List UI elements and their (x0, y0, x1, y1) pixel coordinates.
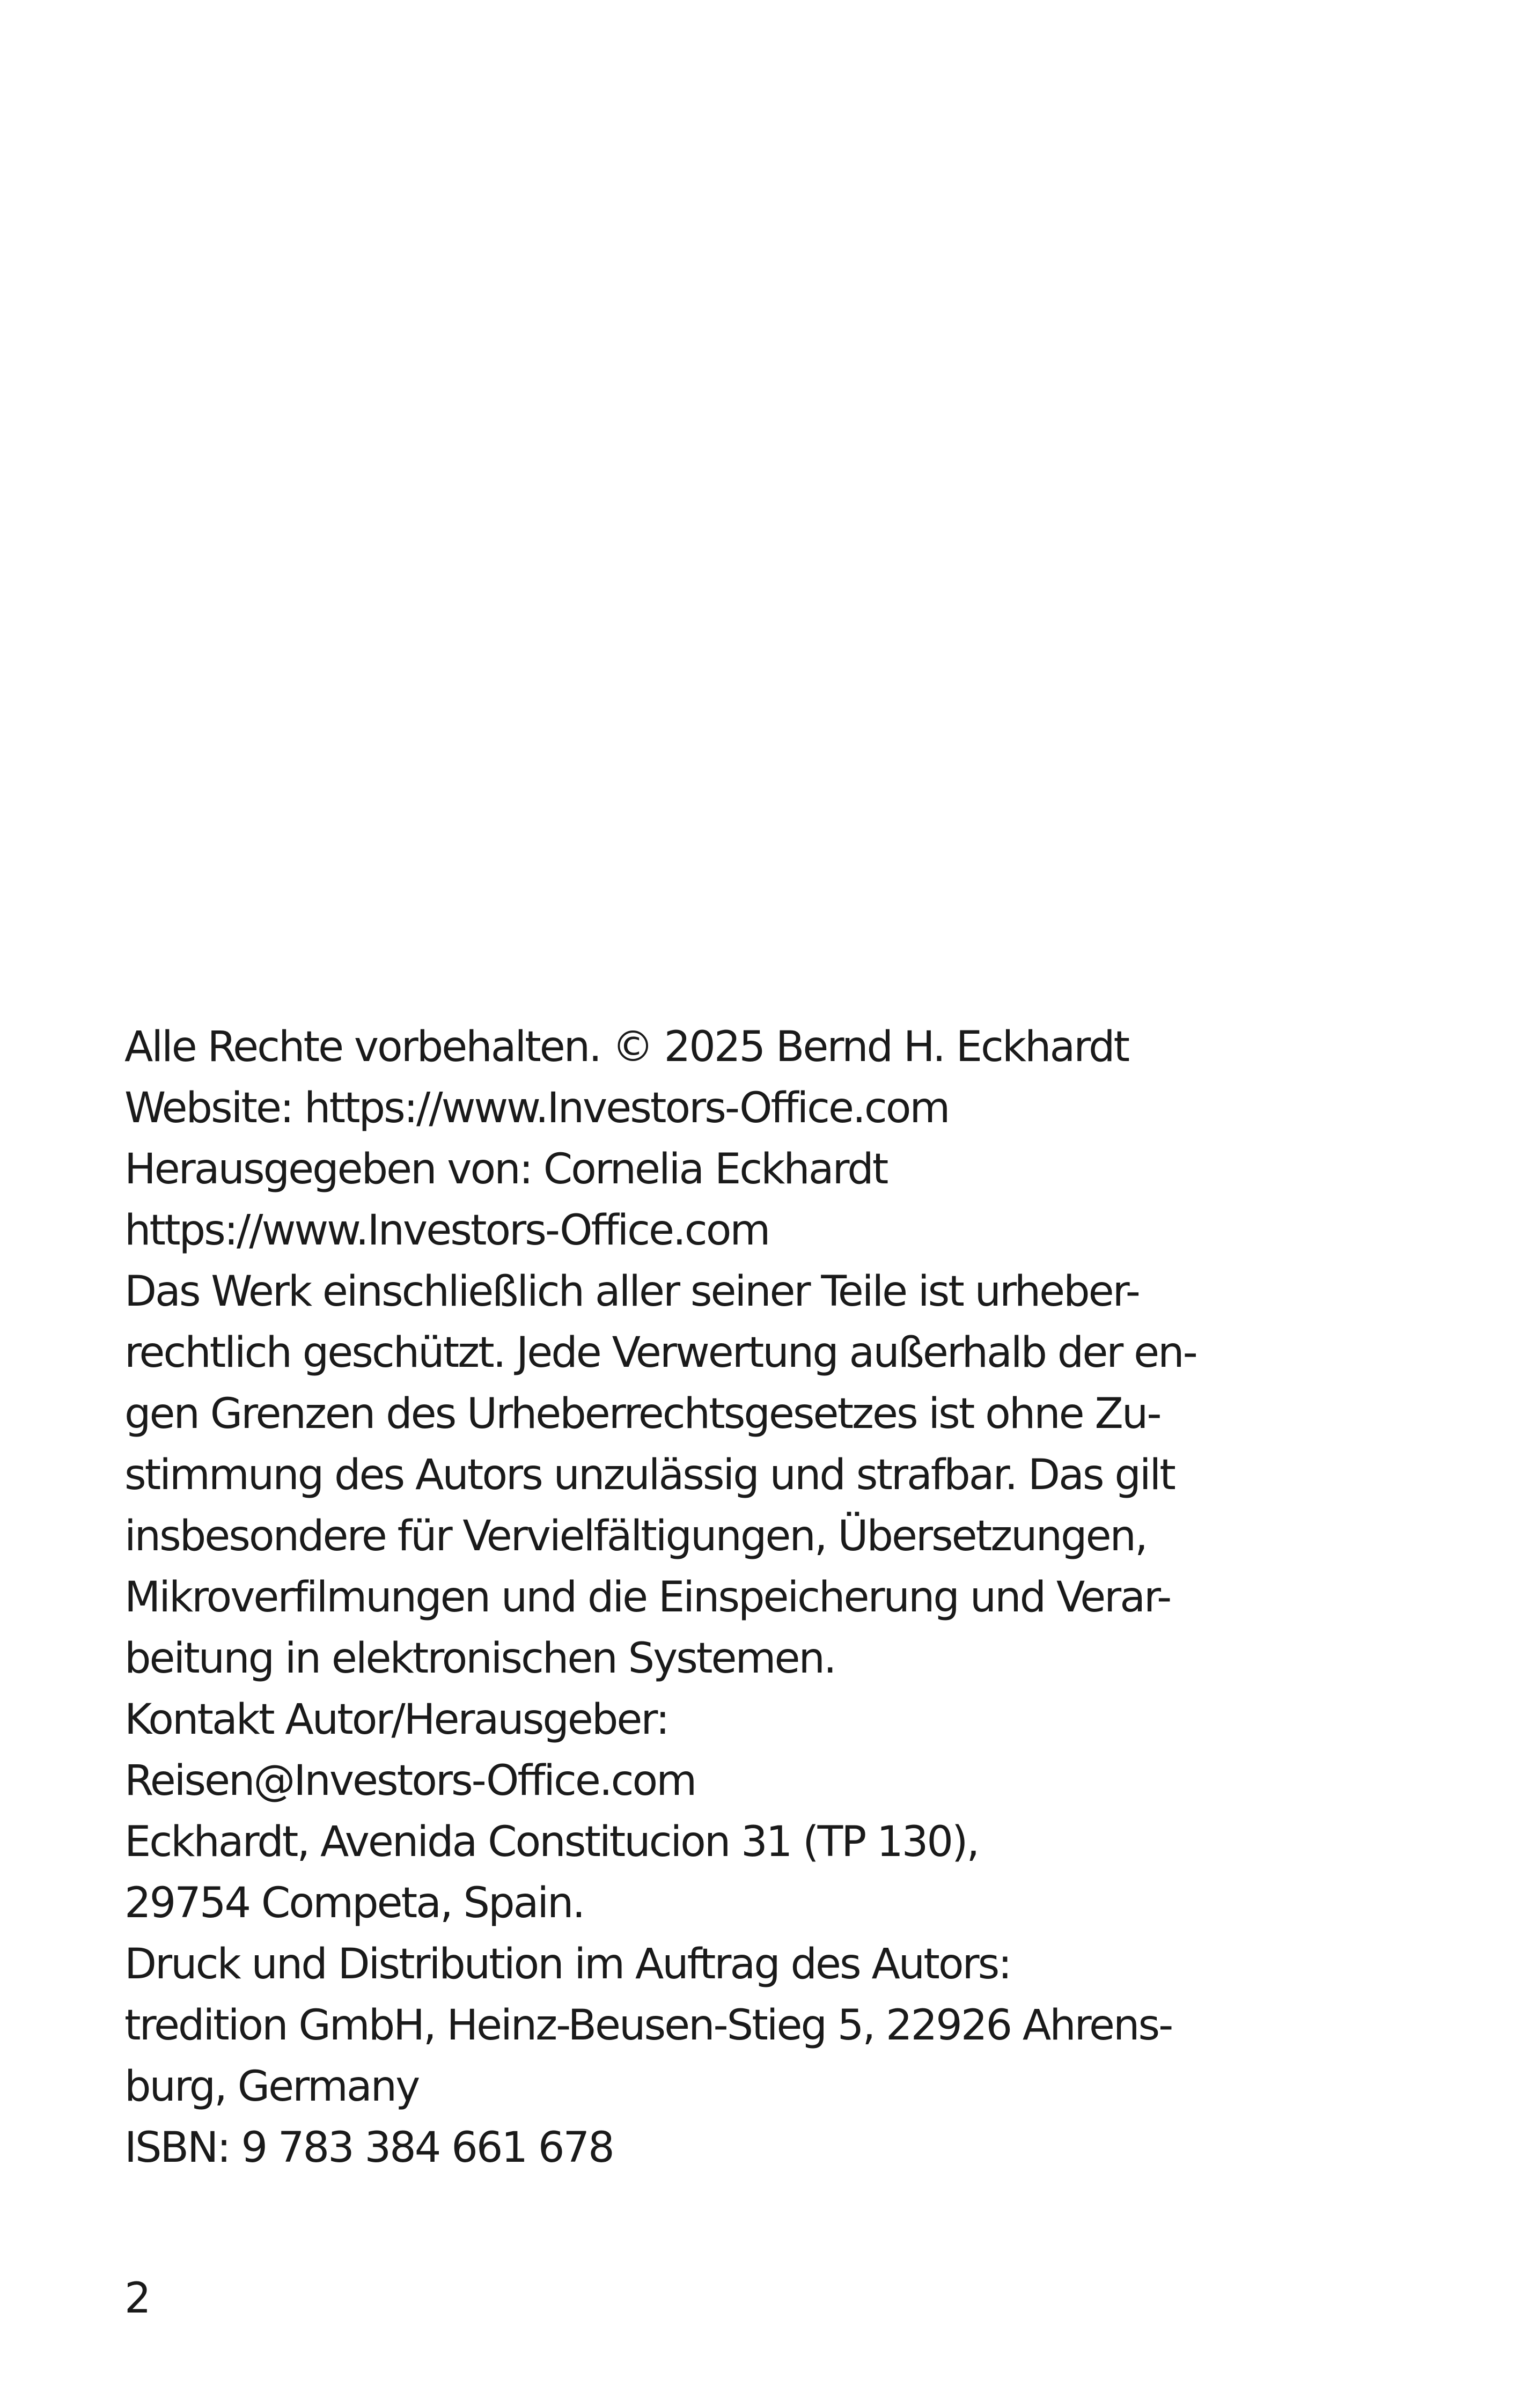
contact-email-line: Reisen@Investors-Office.com (124, 1757, 696, 1805)
print-distribution-line: Druck und Distribution im Auftrag des Autors: (124, 1940, 1011, 1989)
isbn-line: ISBN: 9 783 384 661 678 (124, 2124, 613, 2172)
rights-text-line: stimmung des Autors unzulässig und strafbar. Das gilt (124, 1451, 1174, 1499)
rights-text-line: beitung in elektronischen Systemen. (124, 1634, 835, 1683)
rights-text-line: gen Grenzen des Urheberrechtsgesetzes ist ohne Zu- (124, 1390, 1160, 1438)
address-line: 29754 Competa, Spain. (124, 1879, 584, 1927)
website-line: Website: https://www.Investors-Office.com (124, 1084, 949, 1132)
page-number: 2 (124, 2274, 151, 2323)
copyright-line: Alle Rechte vorbehalten. © 2025 Bernd H. Eckhardt (124, 1023, 1129, 1071)
rights-text-line: rechtlich geschützt. Jede Verwertung außerhalb der en- (124, 1329, 1196, 1377)
printer-address-line: burg, Germany (124, 2063, 419, 2111)
printer-address-line: tredition GmbH, Heinz-Beusen-Stieg 5, 22926 Ahrens- (124, 2001, 1172, 2050)
rights-text-line: Mikroverfilmungen und die Einspeicherung und Verar- (124, 1573, 1171, 1622)
address-line: Eckhardt, Avenida Constitucion 31 (TP 130), (124, 1818, 979, 1866)
rights-text-line: Das Werk einschließlich aller seiner Teile ist urheber- (124, 1268, 1139, 1316)
contact-heading-line: Kontakt Autor/Herausgeber: (124, 1696, 668, 1744)
publisher-line: Herausgegeben von: Cornelia Eckhardt (124, 1145, 887, 1194)
imprint-block (124, 1017, 1305, 2178)
publisher-url-line: https://www.Investors-Office.com (124, 1206, 769, 1255)
rights-text-line: insbesondere für Vervielfältigungen, Übersetzungen, (124, 1512, 1147, 1560)
